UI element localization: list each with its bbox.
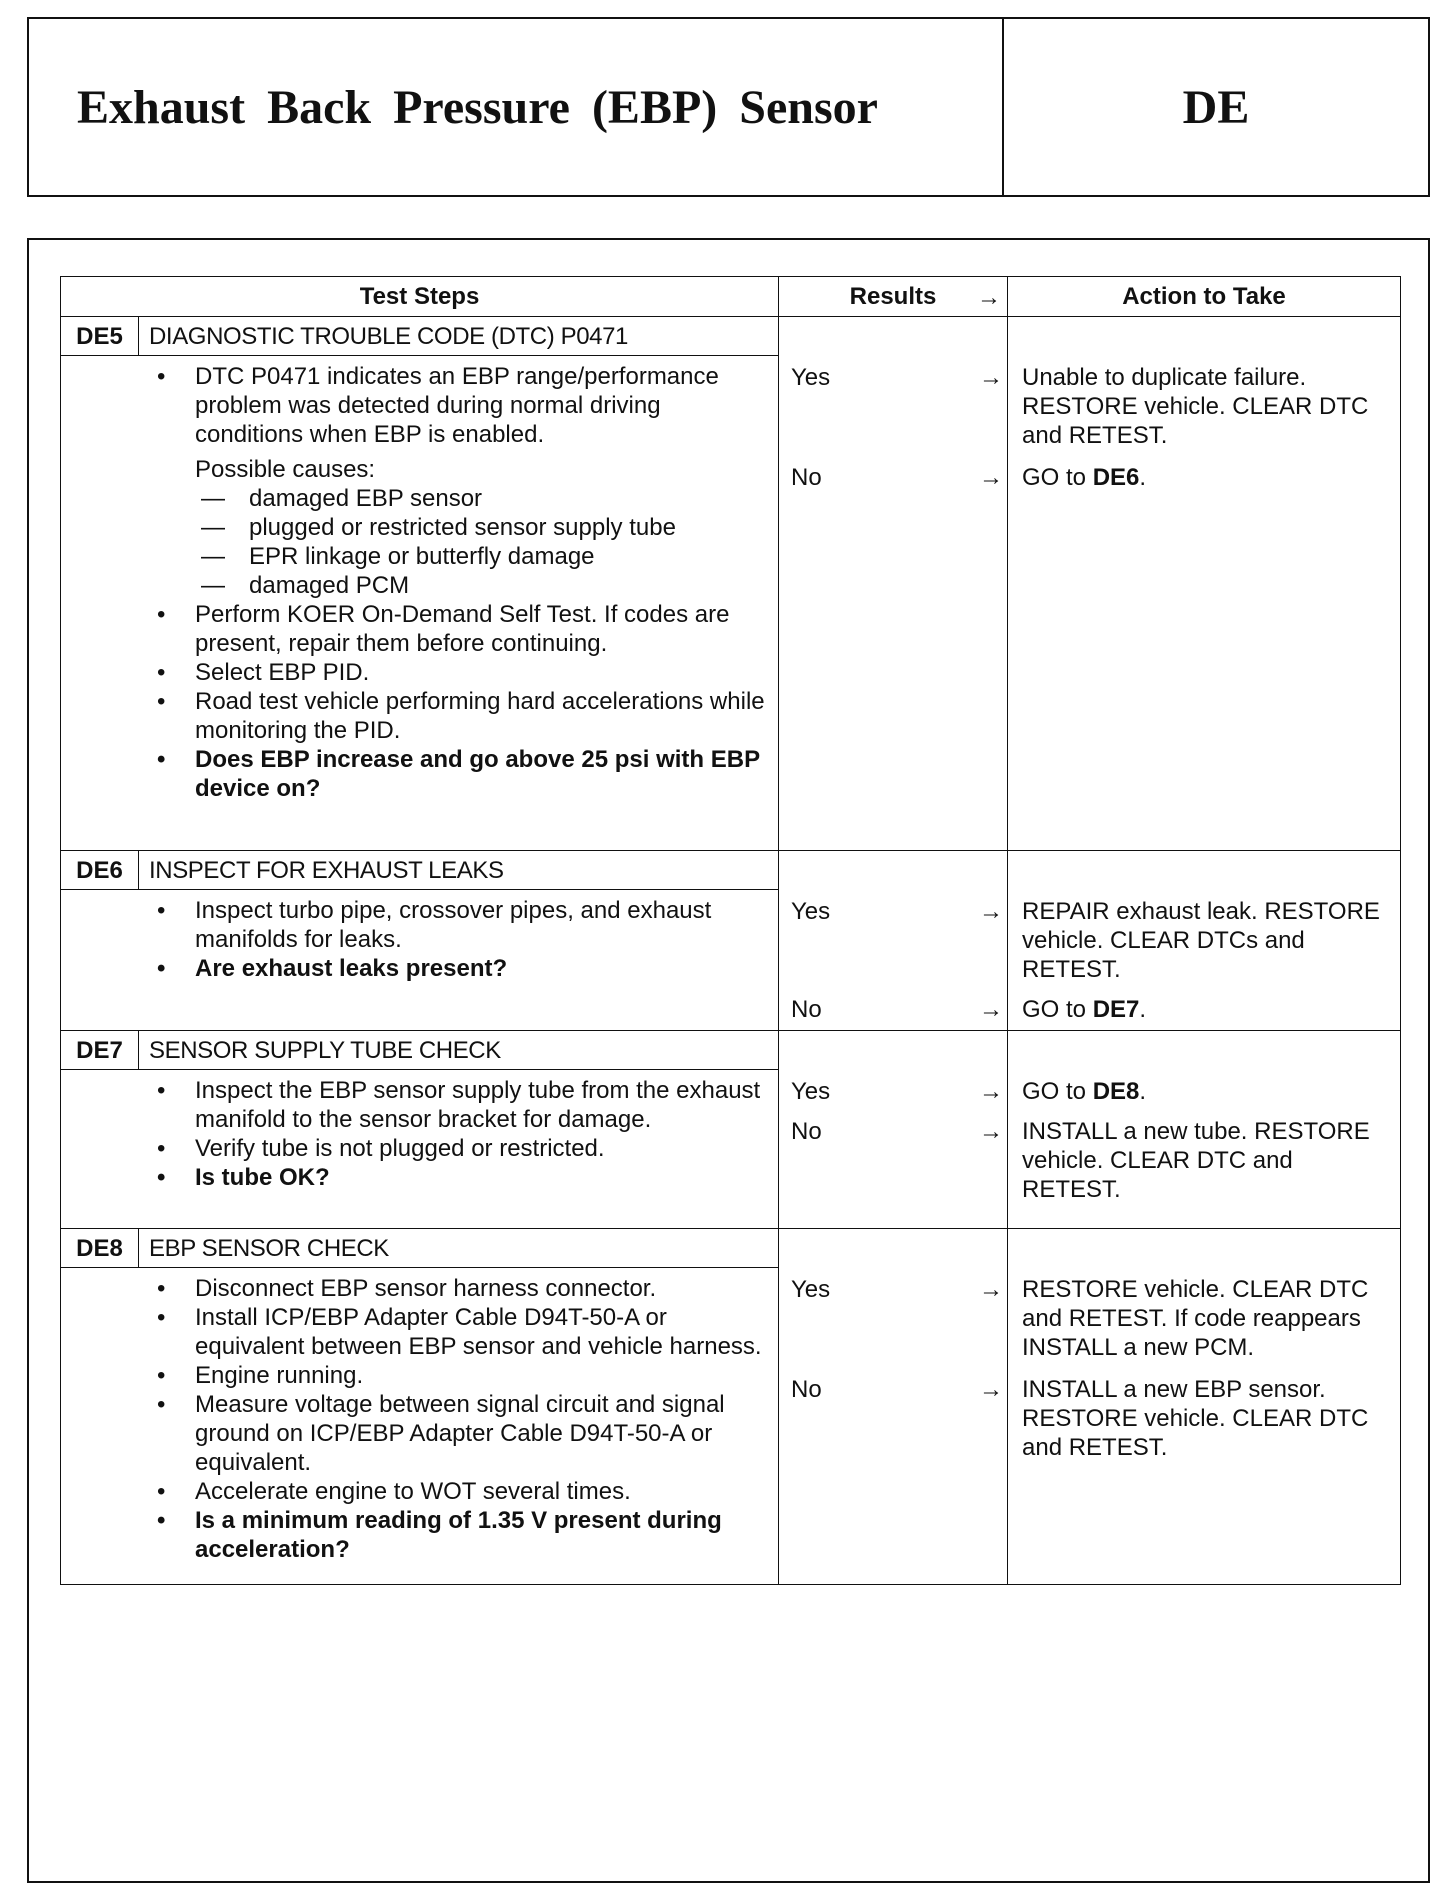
bullet-text: Inspect turbo pipe, crossover pipes, and exhaust manifolds for leaks. [195, 897, 712, 953]
result-no [791, 1117, 1007, 1146]
result-yes-label: Yes [791, 1276, 831, 1303]
step-title: DIAGNOSTIC TROUBLE CODE (DTC) P0471 [149, 322, 628, 350]
question-text: Does EBP increase and go above 25 psi with EBP device on? [195, 746, 760, 802]
cause-item: — damaged PCM [201, 572, 410, 599]
cause-text: damaged PCM [249, 572, 410, 599]
step-code: DE8 [61, 1229, 139, 1267]
action-no-prefix: GO to [1022, 996, 1093, 1023]
bullet-text: Install ICP/EBP Adapter Cable D94T-50-A or equivalent between EBP sensor and vehicle harness. [195, 1304, 762, 1360]
list-item: • Inspect the EBP sensor supply tube from the exhaust manifold to the sensor bracket for damage. [157, 1077, 761, 1133]
list-item: • Accelerate engine to WOT several times. [157, 1478, 631, 1505]
page-title: Exhaust Back Pressure (EBP) Sensor [77, 80, 878, 134]
bullet-text: Accelerate engine to WOT several times. [195, 1478, 631, 1505]
cause-item: — plugged or restricted sensor supply tube [201, 514, 676, 541]
list-item: • Are exhaust leaks present? [157, 955, 508, 982]
list-item: • DTC P0471 indicates an EBP range/performance problem was detected during normal driving conditions when EBP is enabled. [157, 363, 719, 448]
col-header-action: Action to Take [1008, 277, 1401, 317]
cause-item: — damaged EBP sensor [201, 485, 483, 512]
bullet-text: Engine running. [195, 1362, 364, 1389]
list-item: • Is tube OK? [157, 1164, 330, 1191]
step-title: EBP SENSOR CHECK [149, 1234, 389, 1262]
step-title-row [61, 1031, 1401, 1070]
results-cell [779, 1229, 1008, 1585]
arrow-icon: → [979, 364, 1003, 391]
list-item: • Road test vehicle performing hard accelerations while monitoring the PID. [157, 688, 765, 744]
action-no-target: DE7 [1092, 996, 1140, 1023]
col-header-steps: Test Steps [61, 277, 779, 317]
step-title: SENSOR SUPPLY TUBE CHECK [149, 1036, 501, 1064]
bullet-text: Measure voltage between signal circuit and signal ground on ICP/EBP Adapter Cable D94T-50-A or equivalent. [195, 1391, 725, 1476]
action-yes: REPAIR exhaust leak. RESTORE vehicle. CLEAR DTCs and RETEST. [1022, 898, 1380, 983]
bullet-text: Inspect the EBP sensor supply tube from the exhaust manifold to the sensor bracket for damage. [195, 1077, 761, 1133]
question-text: Is tube OK? [195, 1164, 330, 1191]
action-yes-suffix: . [1139, 1078, 1147, 1105]
bullet-text: Road test vehicle performing hard accelerations while monitoring the PID. [195, 688, 765, 744]
test-steps-table [60, 276, 1401, 1585]
action-no-suffix: . [1139, 464, 1147, 491]
possible-causes [61, 455, 766, 600]
question-text: Are exhaust leaks present? [195, 955, 508, 982]
header-box [27, 17, 1430, 197]
action-cell [1008, 1031, 1401, 1229]
results-cell [779, 317, 1008, 851]
col-header-results-label: Results [849, 283, 937, 310]
action-yes-prefix: GO to [1022, 1078, 1093, 1105]
result-yes-label: Yes [791, 1078, 831, 1105]
results-cell [779, 1031, 1008, 1229]
arrow-icon: → [979, 1078, 1003, 1105]
step-title-row [61, 317, 1401, 356]
result-no [791, 463, 1007, 492]
step-title-row [61, 1229, 1401, 1268]
bullet-text: Disconnect EBP sensor harness connector. [195, 1275, 657, 1302]
action-no [1022, 463, 1394, 492]
bullet-text: DTC P0471 indicates an EBP range/performance problem was detected during normal driving conditions when EBP is enabled. [195, 363, 719, 448]
result-no-label: No [791, 1118, 822, 1145]
action-yes [1022, 1077, 1394, 1106]
cause-item: — EPR linkage or butterfly damage [201, 543, 595, 570]
arrow-icon: → [979, 1276, 1003, 1303]
list-item: • Measure voltage between signal circuit and signal ground on ICP/EBP Adapter Cable D94T-50-A or equivalent. [157, 1391, 725, 1476]
result-no-label: No [791, 996, 822, 1023]
action-cell [1008, 851, 1401, 1031]
arrow-icon: → [979, 464, 1003, 491]
causes-label: Possible causes: [195, 456, 376, 483]
col-header-results [779, 277, 1008, 317]
list-item: • Disconnect EBP sensor harness connector. [157, 1275, 657, 1302]
cause-text: damaged EBP sensor [249, 485, 483, 512]
step-code: DE6 [61, 851, 139, 889]
step-code: DE7 [61, 1031, 139, 1069]
list-item: • Engine running. [157, 1362, 364, 1389]
result-yes [791, 1077, 1007, 1106]
result-yes-label: Yes [791, 364, 831, 391]
list-item: • Perform KOER On-Demand Self Test. If codes are present, repair them before continuing. [157, 601, 730, 657]
list-item: • Does EBP increase and go above 25 psi with EBP device on? [157, 746, 760, 802]
arrow-icon: → [979, 996, 1003, 1023]
step-title: INSPECT FOR EXHAUST LEAKS [149, 856, 504, 884]
bullet-text: Select EBP PID. [195, 659, 370, 686]
arrow-icon: → [979, 1118, 1003, 1145]
arrow-icon: → [979, 898, 1003, 925]
result-no [791, 1375, 1007, 1404]
bullet-text: Verify tube is not plugged or restricted. [195, 1135, 605, 1162]
list-item: • Install ICP/EBP Adapter Cable D94T-50-A or equivalent between EBP sensor and vehicle harness. [157, 1304, 762, 1360]
step-code: DE5 [61, 317, 139, 355]
action-cell [1008, 1229, 1401, 1585]
cause-text: EPR linkage or butterfly damage [249, 543, 595, 570]
result-yes [791, 363, 1007, 392]
result-yes [791, 897, 1007, 926]
action-yes: RESTORE vehicle. CLEAR DTC and RETEST. If code reappears INSTALL a new PCM. [1022, 1276, 1369, 1361]
table-header-row [61, 277, 1401, 317]
result-no [791, 995, 1007, 1024]
arrow-icon: → [979, 1376, 1003, 1403]
bullet-text: Perform KOER On-Demand Self Test. If codes are present, repair them before continuing. [195, 601, 730, 657]
action-yes: Unable to duplicate failure. RESTORE vehicle. CLEAR DTC and RETEST. [1022, 364, 1369, 449]
result-no-label: No [791, 464, 822, 491]
question-text: Is a minimum reading of 1.35 V present during acceleration? [195, 1507, 722, 1563]
arrow-icon: → [977, 284, 1001, 311]
list-item: • Verify tube is not plugged or restricted. [157, 1135, 605, 1162]
action-cell [1008, 317, 1401, 851]
results-cell [779, 851, 1008, 1031]
list-item: • Select EBP PID. [157, 659, 370, 686]
result-yes-label: Yes [791, 898, 831, 925]
cause-text: plugged or restricted sensor supply tube [249, 514, 676, 541]
action-no-prefix: GO to [1022, 464, 1093, 491]
result-no-label: No [791, 1376, 822, 1403]
list-item: • Inspect turbo pipe, crossover pipes, and exhaust manifolds for leaks. [157, 897, 712, 953]
list-item: • Is a minimum reading of 1.35 V present during acceleration? [157, 1507, 722, 1563]
action-no [1022, 995, 1394, 1024]
action-no: INSTALL a new EBP sensor. RESTORE vehicle. CLEAR DTC and RETEST. [1022, 1376, 1369, 1461]
action-no-suffix: . [1139, 996, 1147, 1023]
action-no-target: DE6 [1092, 464, 1140, 491]
section-code: DE [1002, 19, 1428, 195]
step-title-row [61, 851, 1401, 890]
action-no: INSTALL a new tube. RESTORE vehicle. CLEAR DTC and RETEST. [1022, 1118, 1370, 1203]
result-yes [791, 1275, 1007, 1304]
action-yes-target: DE8 [1092, 1078, 1140, 1105]
